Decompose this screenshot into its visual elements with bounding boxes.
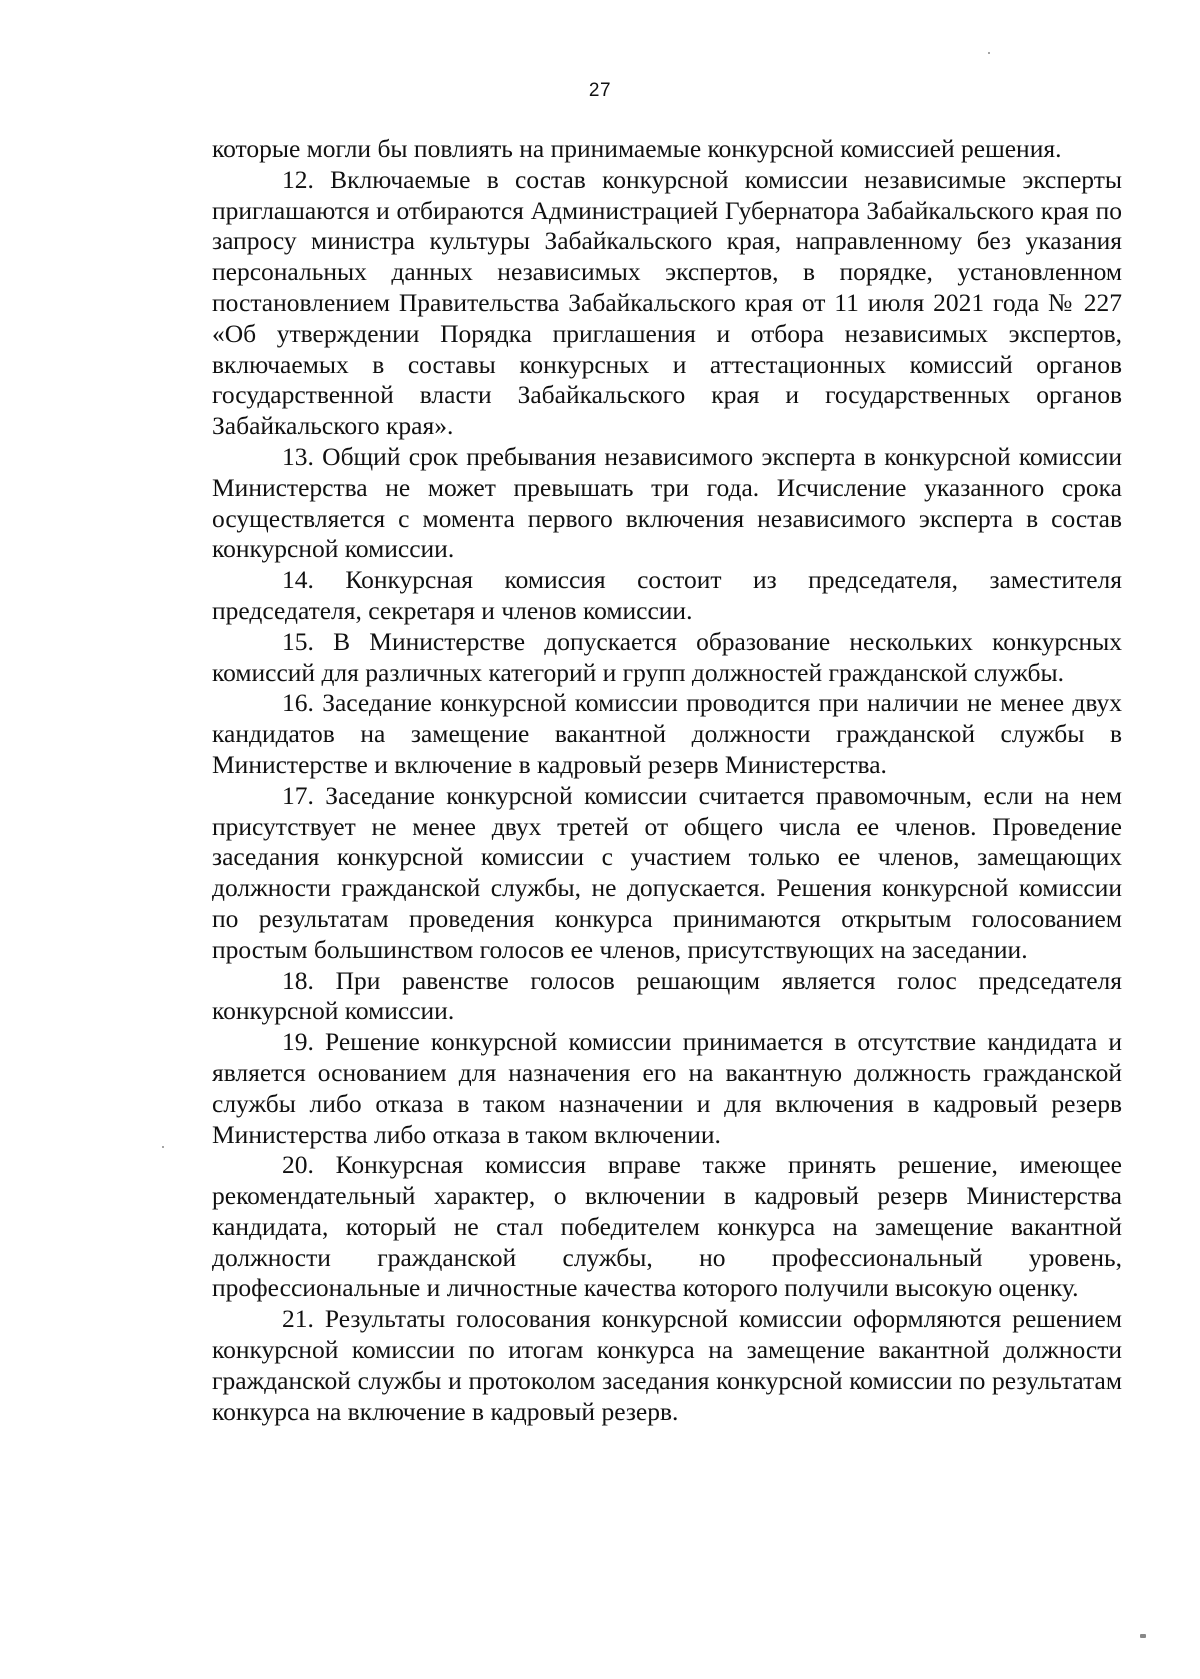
paragraph-14: 14. Конкурсная комиссия состоит из председателя, заместителя председателя, секретаря и членов комиссии.: [212, 565, 1122, 625]
paragraph-13: 13. Общий срок пребывания независимого эксперта в конкурсной комиссии Министерства не может превышать три года. Исчисление указанного срока осуществляется с момента первого включения независимого эксперта в состав конкурсной комиссии.: [212, 441, 1122, 564]
paragraph-21: 21. Результаты голосования конкурсной комиссии оформляются решением конкурсной комиссии по итогам конкурса на замещение вакантной должности гражданской службы и протоколом заседания конкурсной комиссии по результатам конкурса на включение в кадровый резерв.: [212, 1304, 1122, 1426]
paragraph-15: 15. В Министерстве допускается образование нескольких конкурсных комиссий для различных категорий и групп должностей гражданской службы.: [212, 626, 1122, 687]
paragraph-12: 12. Включаемые в состав конкурсной комиссии независимые эксперты приглашаются и отбираются Администрацией Губернатора Забайкальского края по запросу министра культуры Забайкальского края, направленному без указания персональных данных независимых экспертов, в порядке, установленном постановлением Правительства Забайкальского края от 11 июля 2021 года № 227 «Об утверждении Порядка приглашения и отбора независимых экспертов, включаемых в составы конкурсных и аттестационных комиссий органов государственной власти Забайкальского края и государственных органов Забайкальского края».: [212, 164, 1122, 441]
paragraph-19: 19. Решение конкурсной комиссии принимается в отсутствие кандидата и является основанием для назначения его на вакантную должность гражданской службы либо отказа в таком назначении и для включения в кадровый резерв Министерства либо отказа в таком включении.: [212, 1027, 1122, 1149]
scan-speck: [988, 52, 990, 54]
scan-speck: [1140, 1634, 1146, 1638]
scan-speck: [162, 1146, 164, 1148]
page-number: 27: [588, 80, 612, 101]
paragraph-16: 16. Заседание конкурсной комиссии проводится при наличии не менее двух кандидатов на замещение вакантной должности гражданской службы в Министерстве и включение в кадровый резерв Министерства.: [212, 688, 1122, 779]
paragraph-18: 18. При равенстве голосов решающим является голос председателя конкурсной комиссии.: [212, 965, 1122, 1026]
document-body: [212, 134, 1122, 1427]
paragraph-continuation: которые могли бы повлиять на принимаемые конкурсной комиссией решения.: [212, 134, 1062, 163]
paragraph-17: 17. Заседание конкурсной комиссии считается правомочным, если на нем присутствует не менее двух третей от общего числа ее членов. Проведение заседания конкурсной комиссии с участием только ее членов, замещающих должности гражданской службы, не допускается. Решения конкурсной комиссии по результатам проведения конкурса принимаются открытым голосованием простым большинством голосов ее членов, присутствующих на заседании.: [212, 780, 1122, 964]
paragraph-20: 20. Конкурсная комиссия вправе также принять решение, имеющее рекомендательный характер, о включении в кадровый резерв Министерства кандидата, который не стал победителем конкурса на замещение вакантной должности гражданской службы, но профессиональный уровень, профессиональные и личностные качества которого получили высокую оценку.: [212, 1150, 1122, 1303]
